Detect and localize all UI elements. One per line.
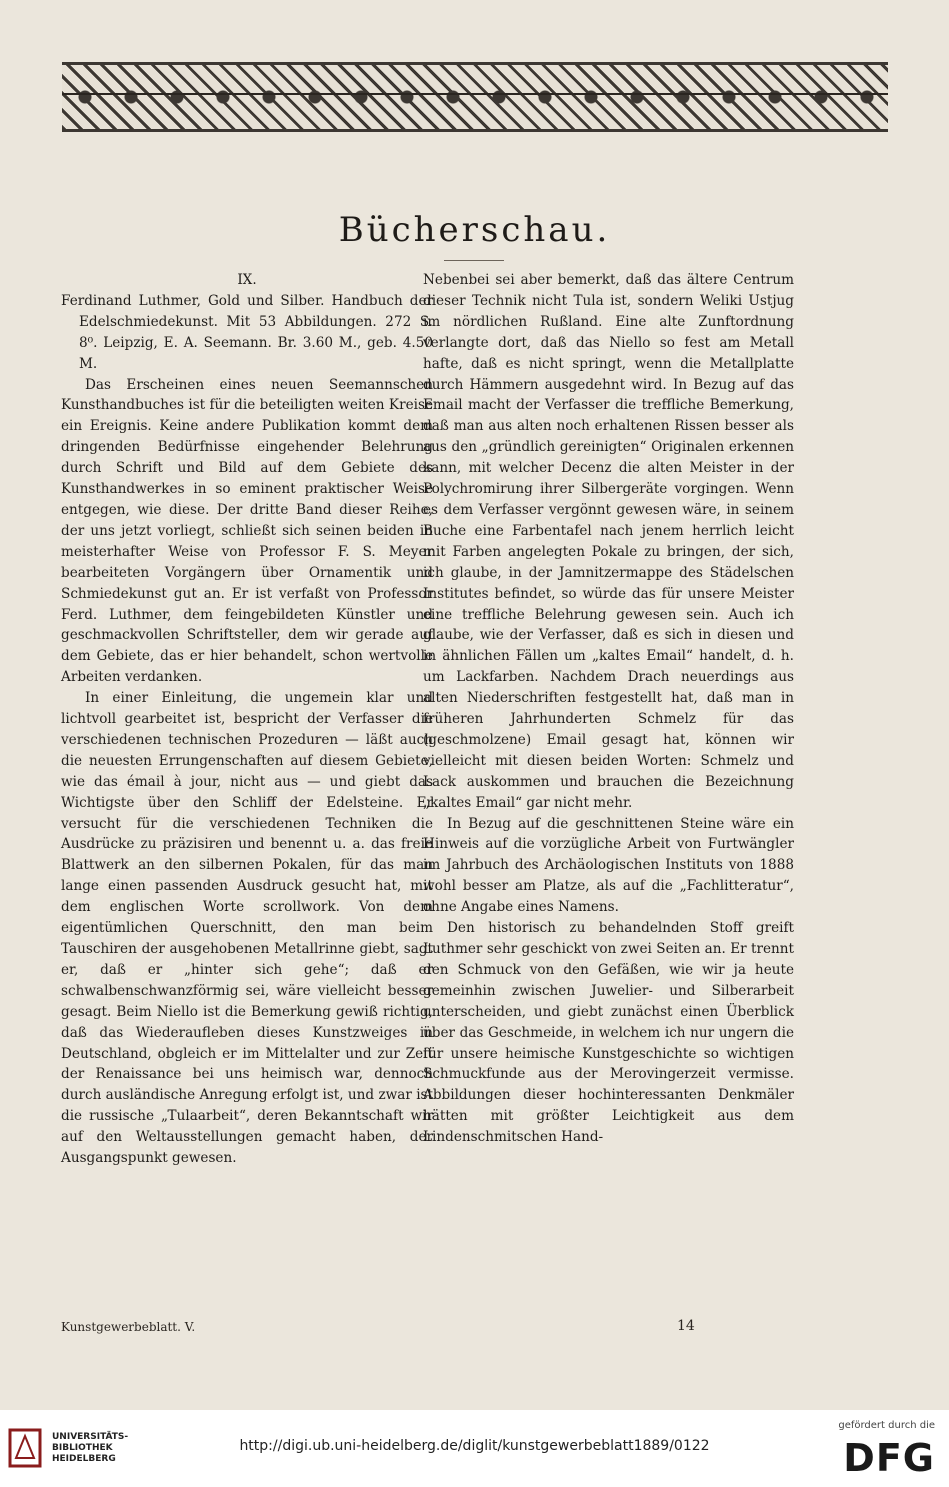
journal-signature: Kunstgewerbeblatt. V. xyxy=(61,1320,196,1334)
left-column xyxy=(61,270,433,1169)
funding-note: gefördert durch die xyxy=(838,1420,935,1431)
viewer-footer-bar xyxy=(0,1410,949,1487)
permalink-url[interactable]: http://digi.ub.uni-heidelberg.de/diglit/kunstgewerbeblatt1889/0122 xyxy=(239,1438,710,1454)
paragraph: In einer Einleitung, die ungemein klar und lichtvoll gearbeitet ist, bespricht der Verfasser die verschiedenen technischen Prozeduren — läßt auch die neuesten Errungenschaften auf diesem Gebiete, wie das émail à jour, nicht aus — und giebt das Wichtigste über den Schliff der Edelsteine. Er versucht für die verschiedenen Techniken die Ausdrücke zu präzisiren und benennt u. a. das freie Blattwerk an den silbernen Pokalen, für das man lange einen passenden Ausdruck gesucht hat, mit dem englischen Worte scrollwork. Von dem eigentümlichen Querschnitt, den man beim Tauschiren der ausgehobenen Metallrinne giebt, sagt er, daß er „hinter sich gehe“; daß er schwalbenschwanzförmig sei, wäre vielleicht besser gesagt. Beim Niello ist die Bemerkung gewiß richtig, daß das Wiederaufleben dieses Kunstzweiges in Deutschland, obgleich er im Mittelalter und zur Zeit der Renaissance bei uns heimisch war, dennoch durch ausländische Anregung erfolgt ist, und zwar ist die russische „Tulaarbeit“, deren Bekanntschaft wir auf den Weltausstellungen gemacht haben, der Ausgangspunkt gewesen. xyxy=(61,690,433,1167)
ornament-divider xyxy=(62,93,888,95)
page-number: 14 xyxy=(677,1318,695,1334)
paragraph: Das Erscheinen eines neuen Seemannschen Kunsthandbuches ist für die beteiligten weiten Kreise ein Ereignis. Keine andere Publikation kommt dem dringenden Bedürfnisse eingehender Belehrung durch Schrift und Bild auf dem Gebiete des Kunsthandwerkes in so eminent praktischer Weise entgegen, wie diese. Der dritte Band dieser Reihe, der uns jetzt vorliegt, schließt sich seinen beiden in meisterhafter Weise von Professor F. S. Meyer bearbeiteten Vorgängern über Ornamentik und Schmiedekunst gut an. Er ist verfaßt von Professor Ferd. Luthmer, dem feingebildeten Künstler und geschmackvollen Schriftsteller, dem wir gerade auf dem Gebiete, das er hier behandelt, schon wertvolle Arbeiten verdanken. xyxy=(61,376,433,686)
right-column xyxy=(423,270,794,1148)
paragraph: Nebenbei sei aber bemerkt, daß das ältere Centrum dieser Technik nicht Tula ist, sondern Weliki Ustjug im nördlichen Rußland. Eine alte Zunftordnung verlangte dort, daß das Niello so fest am Metall hafte, daß es nicht springt, wenn die Metallplatte durch Hämmern ausgedehnt wird. In Bezug auf das Email macht der Verfasser die treffliche Bemerkung, daß man aus alten noch erhaltenen Rissen besser als aus den „gründlich gereinigten“ Originalen erkennen kann, mit welcher Decenz die alten Meister in der Polychromirung ihrer Silbergeräte vorgingen. Wenn es dem Verfasser vergönnt gewesen wäre, in seinem Buche eine Farbentafel nach jenem herrlich leicht mit Farben angelegten Pokale zu bringen, der sich, ich glaube, in der Jamnitzermappe des Städelschen Institutes befindet, so würde das für unsere Meister eine treffliche Belehrung gewesen sein. Auch ich glaube, wie der Verfasser, daß es sich in diesen und in ähnlichen Fällen um „kaltes Email“ handelt, d. h. um Lackfarben. Nachdem Drach neuerdings aus alten Niederschriften festgestellt hat, daß man in früheren Jahrhunderten Schmelz für das (geschmolzene) Email gesagt hat, können wir vielleicht mit diesen beiden Worten: Schmelz und Lack auskommen und brauchen die Bezeichnung „kaltes Email“ gar nicht mehr. xyxy=(423,272,794,811)
paragraph: In Bezug auf die geschnittenen Steine wäre ein Hinweis auf die vorzügliche Arbeit von Furtwängler im Jahrbuch des Archäologischen Instituts von 1888 wohl besser am Platze, als auf die „Fachlitteratur“, ohne Angabe eines Namens. xyxy=(423,815,794,916)
paragraph: Den historisch zu behandelnden Stoff greift Luthmer sehr geschickt von zwei Seiten an. Er trennt den Schmuck von den Gefäßen, wie wir ja heute gemeinhin zwischen Juwelier- und Silberarbeit unterscheiden, und giebt zunächst einen Überblick über das Geschmeide, in welchem ich nur ungern die für unsere heimische Kunstgeschichte so wichtigen Schmuckfunde aus der Merovingerzeit vermisse. Abbildungen dieser hochinteressanten Denkmäler hätten mit größter Leichtigkeit aus dem Lindenschmitschen Hand- xyxy=(423,920,794,1146)
section-number: IX. xyxy=(237,272,257,288)
book-citation: Ferdinand Luthmer, Gold und Silber. Handbuch der Edelschmiedekunst. Mit 53 Abbildungen. 272 S. 8⁰. Leipzig, E. A. Seemann. Br. 3.60 M., geb. 4.50 M. xyxy=(61,292,433,372)
institution-name[interactable]: UNIVERSITÄTS- BIBLIOTHEK HEIDELBERG xyxy=(52,1432,129,1464)
decorative-header-ornament xyxy=(62,62,888,132)
dfg-logo[interactable]: DFG xyxy=(843,1436,935,1480)
page-title: Bücherschau. xyxy=(338,210,611,250)
title-rule xyxy=(444,260,504,261)
